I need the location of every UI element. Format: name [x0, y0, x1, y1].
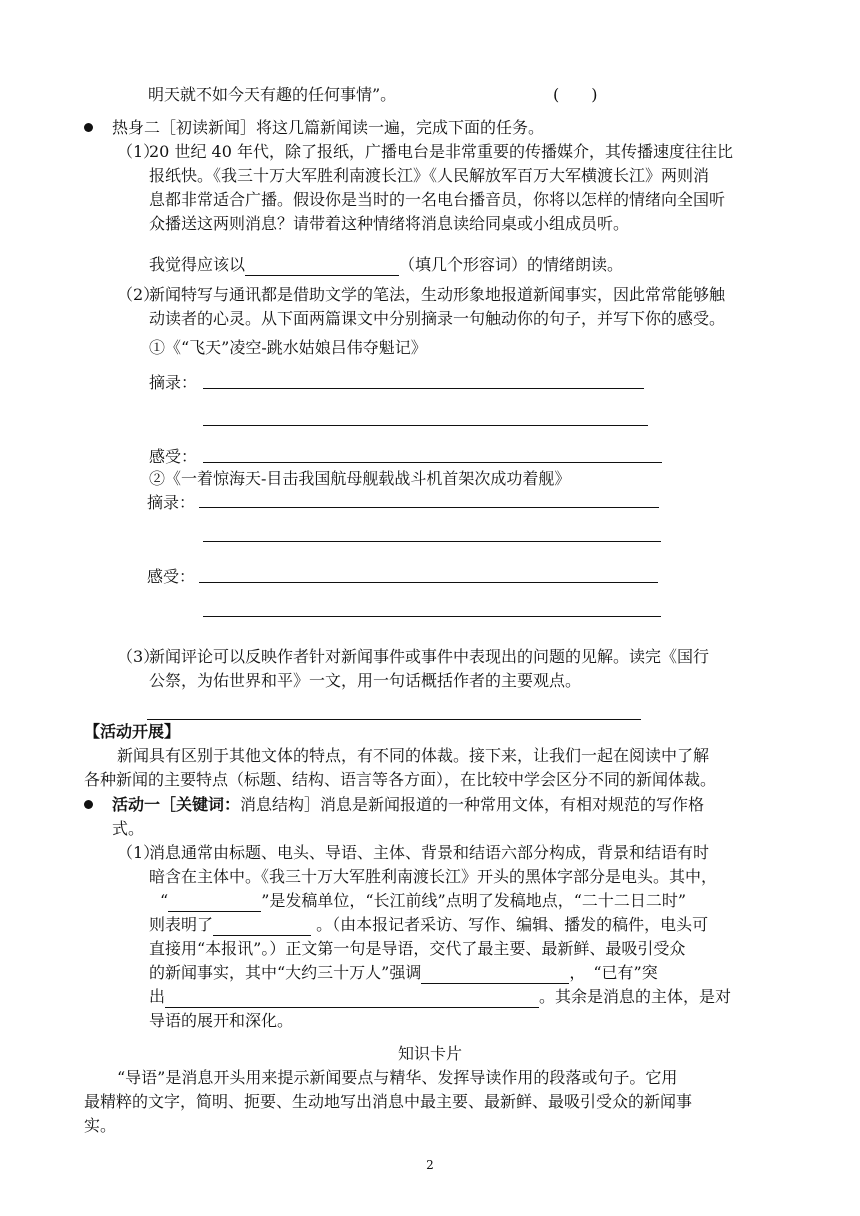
p1-line — [149, 986, 731, 1008]
activity-intro-line: 新闻具有区别于其他文体的特点，有不同的体裁。接下来，让我们一起在阅读中了解 — [117, 746, 710, 765]
p1-line6-text: 的新闻事实，其中“大约三十万人”强调 — [149, 963, 422, 982]
issuer-blank[interactable] — [168, 895, 261, 912]
activity-intro-line: 各种新闻的主要特点（标题、结构、语言等各方面），在比较中学会区分不同的新闻体裁。 — [84, 770, 717, 789]
item2-title: ②《一着惊海天-目击我国航母舰载战斗机首架次成功着舰》 — [149, 469, 571, 488]
bullet-icon — [84, 800, 93, 809]
p1-line — [149, 914, 708, 936]
p1-line4-rest: 。（由本报记者采访、写作、编辑、播发的稿件，电头可 — [311, 915, 709, 934]
q2-line: 新闻特写与通讯都是借助文学的笔法，生动形象地报道新闻事实，因此常常能够触 — [149, 285, 726, 304]
q1-answer-row — [149, 254, 623, 276]
p1-line7-rest: 。其余是消息的主体，是对 — [539, 987, 732, 1006]
q3-answer-line[interactable] — [147, 719, 641, 720]
feeling-answer-line[interactable] — [203, 462, 662, 463]
p1-line: 暗含在主体中。《我三十万大军胜利南渡长江》开头的黑体字部分是电头。其中， — [149, 867, 718, 886]
emphasis-blank[interactable] — [421, 967, 569, 984]
feeling-label: 感受： — [147, 567, 196, 586]
card-line: “导语”是消息开头用来提示新闻要点与精华、发挥导读作用的段落或句子。它用 — [117, 1068, 678, 1087]
q1-number: （1） — [117, 142, 160, 161]
p1-line: 消息通常由标题、电头、导语、主体、背景和结语六部分构成，背景和结语有时 — [149, 843, 710, 862]
p1-line3-text: ”是发稿单位，“长江前线”点明了发稿地点，“二十二日二时” — [261, 891, 687, 910]
excerpt-answer-line[interactable] — [203, 541, 661, 542]
activity1-heading — [112, 794, 704, 816]
highlight-blank[interactable] — [165, 991, 539, 1008]
warmup2-heading: 热身二［初读新闻］将这几篇新闻读一遍，完成下面的任务。 — [112, 118, 545, 137]
p1-line7-text: 出 — [149, 987, 166, 1006]
p1-line4-text: 则表明了 — [149, 915, 214, 934]
item1-title: ①《“飞天”凌空-跳水姑娘吕伟夺魁记》 — [149, 338, 427, 357]
p1-line — [160, 890, 686, 912]
q1-answer-blank[interactable] — [245, 259, 399, 276]
p1-line: 直接用“本报讯”。）正文第一句是导语，交代了最主要、最新鲜、最吸引受众 — [149, 939, 686, 958]
q1-line: 息都非常适合广播。假设你是当时的一名电台播音员，你将以怎样的情绪向全国听 — [149, 190, 726, 209]
answer-parentheses: ( ) — [553, 85, 598, 104]
p1-number: （1） — [117, 843, 160, 862]
activity1-rest: 消息结构］消息是新闻报道的一种常用文体，有相对规范的写作格 — [240, 795, 705, 814]
card-line: 实。 — [84, 1116, 117, 1135]
q1-line: 20 世纪 40 年代，除了报纸，广播电台是非常重要的传播媒介，其传播速度往往比 — [149, 142, 733, 161]
page-number: 2 — [426, 1158, 434, 1172]
q1-answer-suffix: （填几个形容词）的情绪朗读。 — [399, 255, 624, 274]
q1-line: 众播送这两则消息？请带着这种情绪将消息读给同桌或小组成员听。 — [149, 214, 630, 233]
q3-line: 公祭，为佑世界和平》一文，用一句话概括作者的主要观点。 — [149, 671, 582, 690]
p1-line6-rest: ， “已有”突 — [569, 963, 658, 982]
p1-line — [149, 962, 658, 984]
p1-line: 导语的展开和深化。 — [149, 1011, 294, 1030]
q1-answer-prefix: 我觉得应该以 — [149, 255, 246, 274]
activity1-bold: 活动一［关键词： — [112, 795, 241, 814]
card-line: 最精粹的文字，简明、扼要、生动地写出消息中最主要、最新鲜、最吸引受众的新闻事 — [84, 1092, 693, 1111]
excerpt-label: 摘录： — [149, 373, 198, 392]
q2-line: 动读者的心灵。从下面两篇课文中分别摘录一句触动你的句子，并写下你的感受。 — [149, 309, 726, 328]
feeling-answer-line[interactable] — [203, 616, 661, 617]
continuation-line: 明天就不如今天有趣的任何事情”。 — [148, 85, 397, 104]
time-blank[interactable] — [213, 919, 311, 936]
q1-line: 报纸快。《我三十万大军胜利南渡长江》《人民解放军百万大军横渡长江》两则消 — [149, 166, 710, 185]
activity1-rest-line2: 式。 — [112, 819, 145, 838]
q2-number: （2） — [117, 285, 160, 304]
feeling-answer-line[interactable] — [199, 582, 658, 583]
feeling-label: 感受： — [149, 447, 198, 466]
excerpt-answer-line[interactable] — [203, 388, 644, 389]
q3-number: （3） — [117, 647, 160, 666]
bullet-icon — [84, 123, 93, 132]
p1-quote-open: “ — [160, 891, 169, 910]
card-title: 知识卡片 — [397, 1044, 462, 1063]
activity-heading: 【活动开展】 — [84, 722, 181, 741]
excerpt-label: 摘录： — [147, 493, 196, 512]
excerpt-answer-line[interactable] — [203, 425, 648, 426]
excerpt-answer-line[interactable] — [199, 507, 659, 508]
q3-line: 新闻评论可以反映作者针对新闻事件或事件中表现出的问题的见解。读完《国行 — [149, 647, 710, 666]
